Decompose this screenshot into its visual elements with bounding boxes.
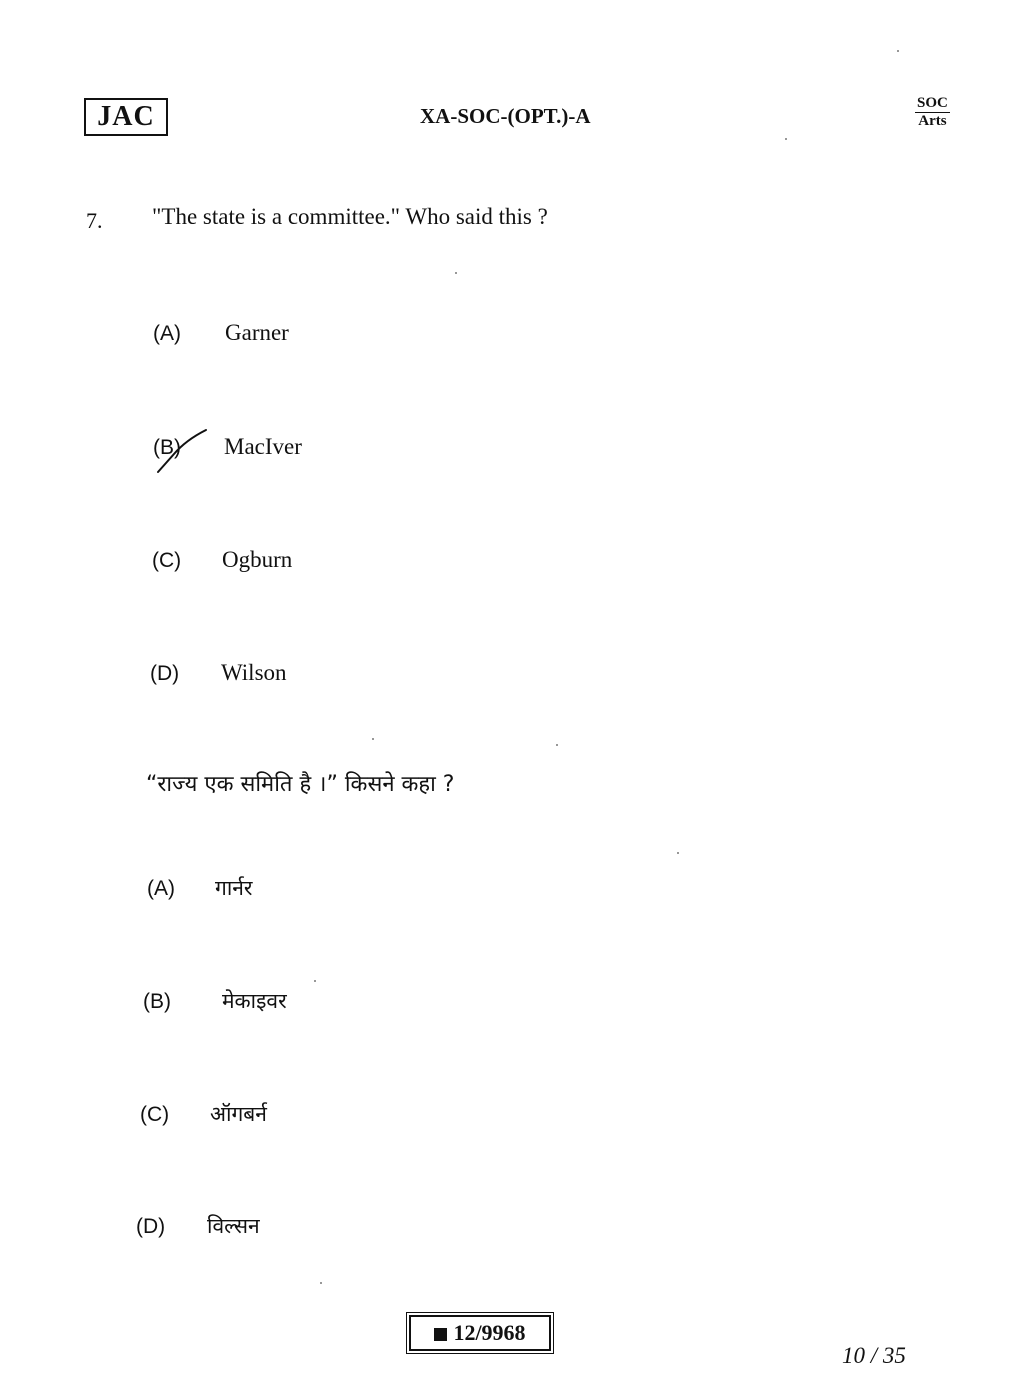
option-c-text-hindi: ऑगबर्न	[210, 1102, 267, 1126]
option-b-key-hindi: (B)	[143, 990, 171, 1013]
question-text-english: "The state is a committee." Who said this ?	[152, 204, 548, 229]
option-c-text: Ogburn	[222, 547, 293, 572]
option-d-text-hindi: विल्सन	[207, 1214, 260, 1238]
subject-tag-top: SOC	[917, 95, 948, 111]
option-b-text-hindi: मेकाइवर	[222, 989, 287, 1013]
subject-tag-bottom: Arts	[918, 113, 947, 129]
serial-number-box	[409, 1315, 551, 1351]
page-number: 10 / 35	[842, 1343, 906, 1368]
option-c-key: (C)	[152, 549, 182, 572]
option-a-key: (A)	[153, 322, 181, 345]
handwritten-tick-mark	[152, 428, 212, 478]
black-square-icon	[434, 1328, 447, 1341]
option-b-key: (B)	[153, 436, 181, 459]
board-logo: JAC	[84, 98, 168, 136]
subject-tag	[915, 95, 950, 130]
option-b-text: MacIver	[224, 434, 302, 459]
serial-number: 12/9968	[453, 1320, 526, 1345]
question-text-hindi: “राज्य एक समिति है ।” किसने कहा ?	[146, 772, 455, 797]
option-a-text-hindi: गार्नर	[215, 876, 253, 900]
option-c-key-hindi: (C)	[140, 1103, 170, 1126]
option-a-key-hindi: (A)	[147, 877, 175, 900]
question-number: 7.	[86, 208, 103, 233]
option-d-key: (D)	[150, 662, 180, 685]
paper-code: XA-SOC-(OPT.)-A	[420, 104, 591, 128]
option-a-text: Garner	[225, 320, 289, 345]
option-d-key-hindi: (D)	[136, 1215, 166, 1238]
option-d-text: Wilson	[221, 660, 287, 685]
